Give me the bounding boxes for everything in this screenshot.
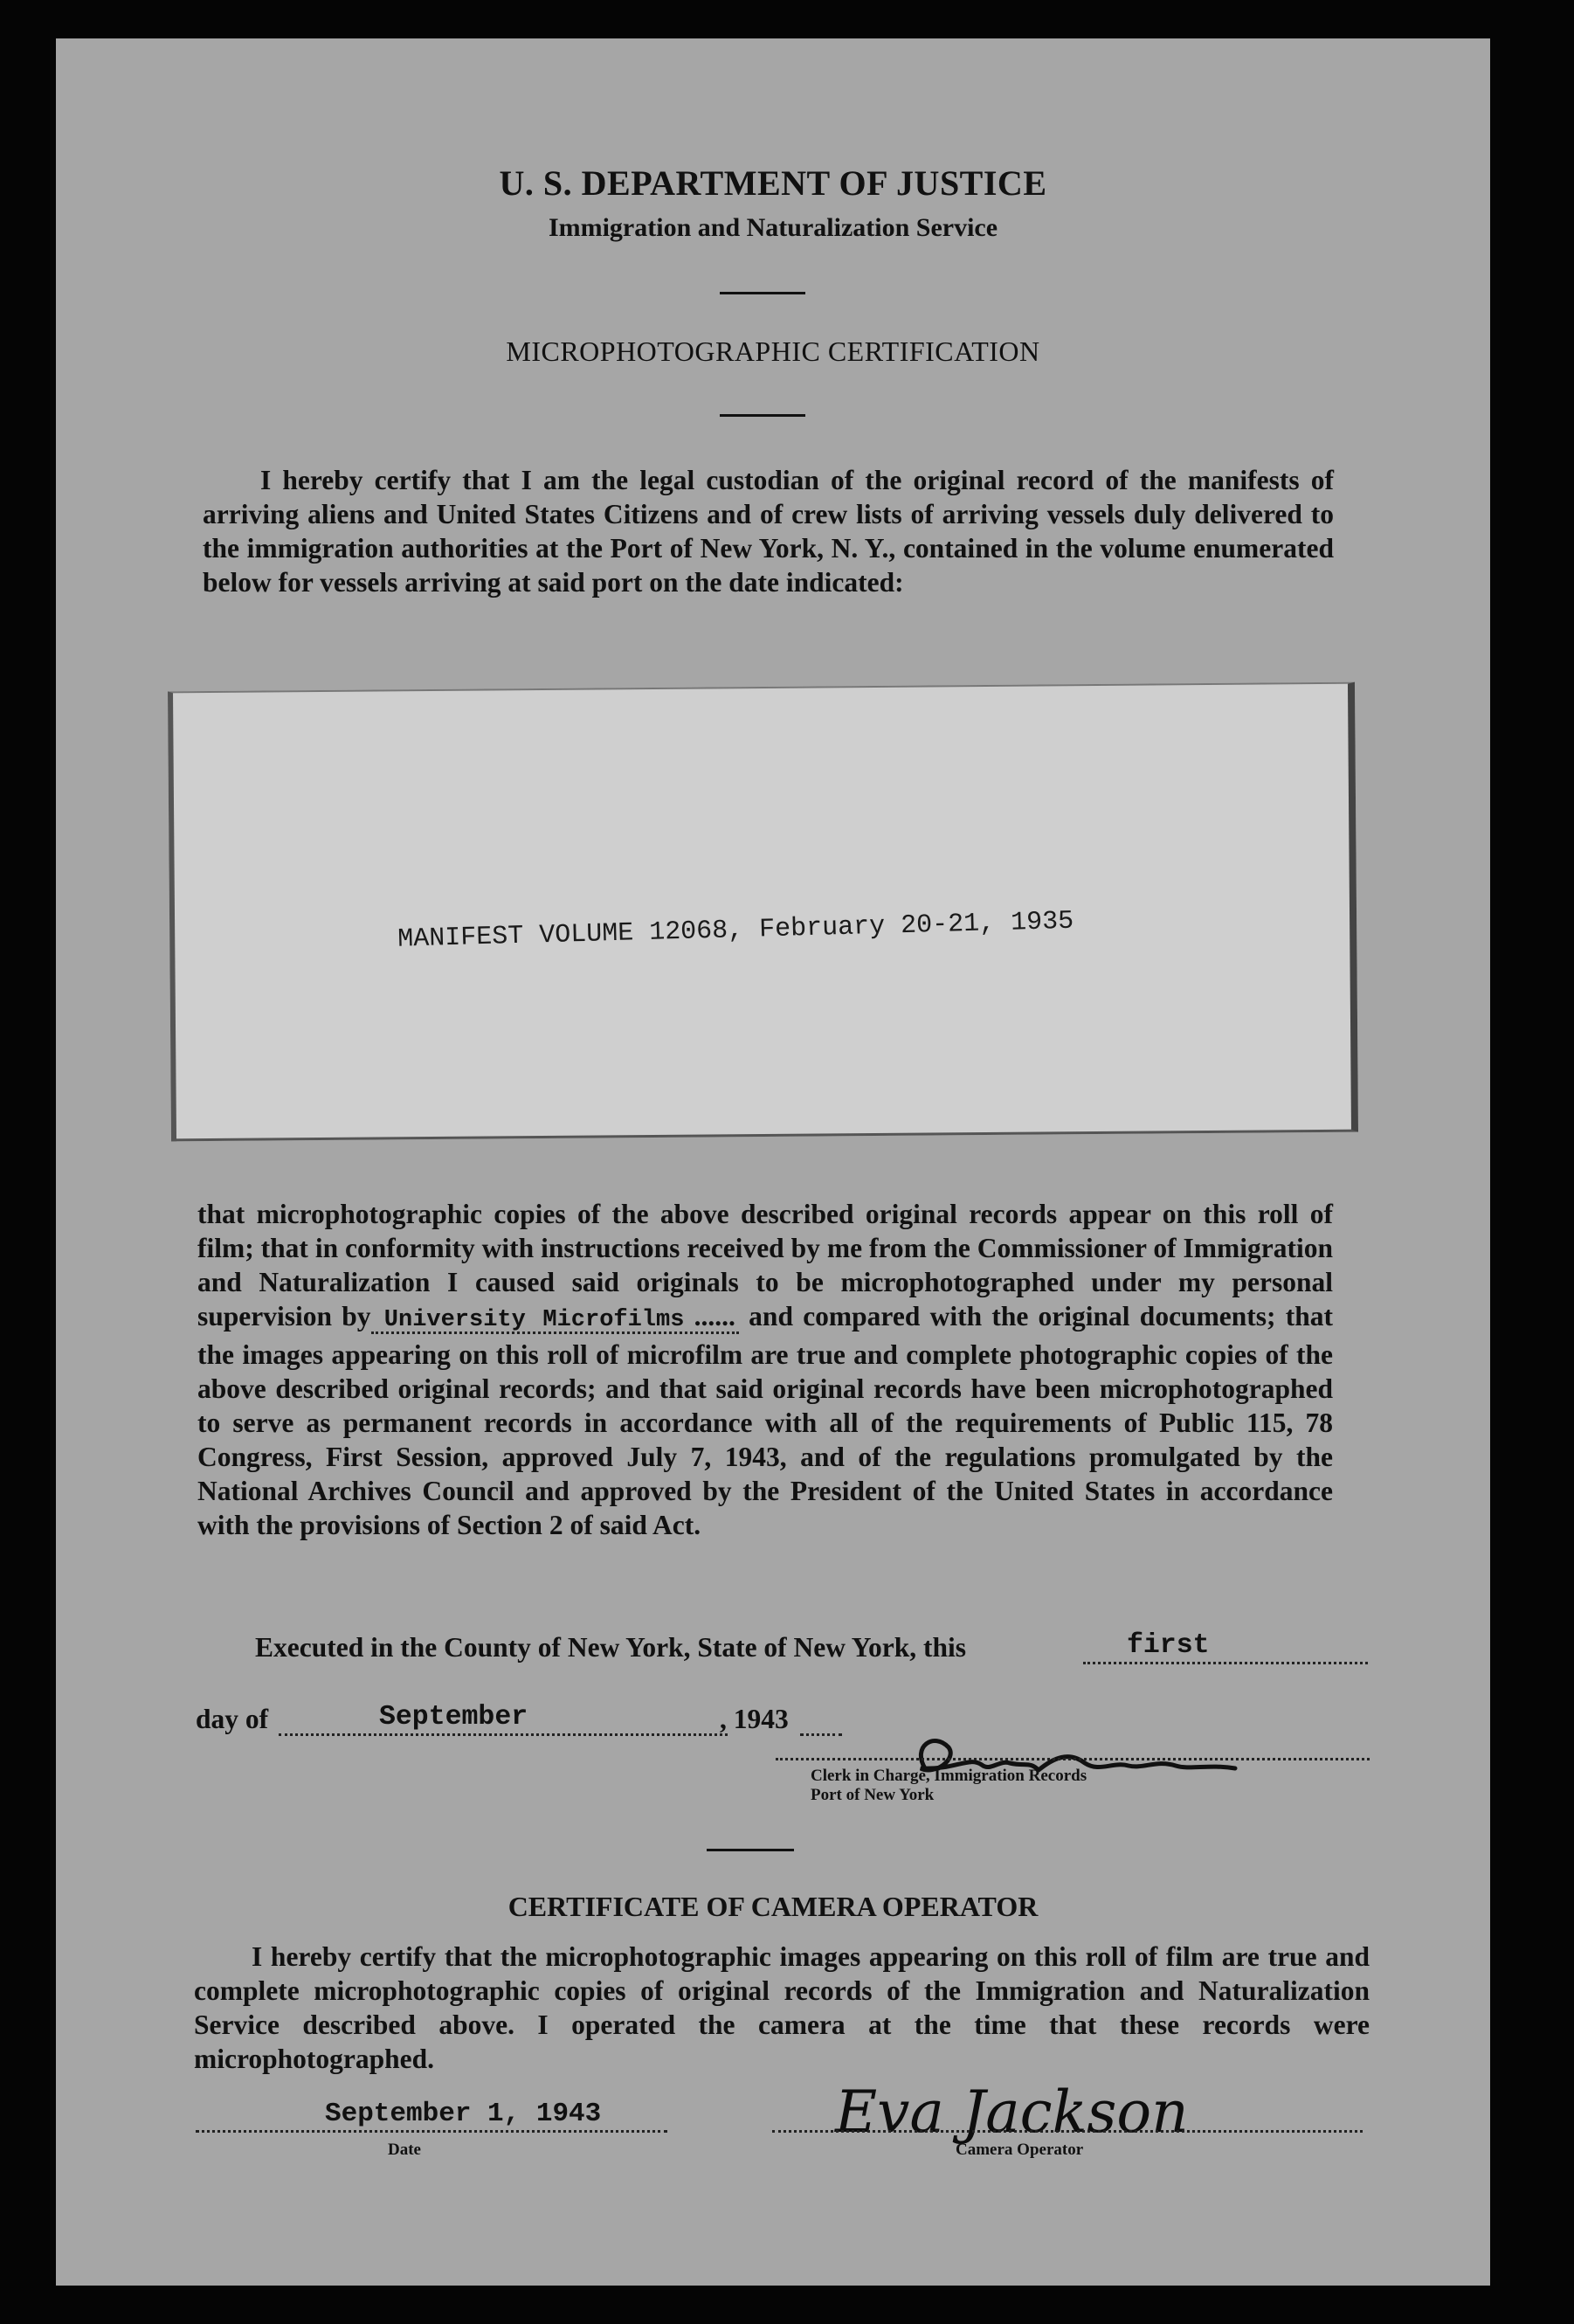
date-line (196, 2130, 667, 2133)
operator-signature-line (772, 2130, 1363, 2133)
executed-month: September (379, 1702, 528, 1733)
clerk-title-line2: Port of New York (811, 1786, 935, 1804)
camera-operator-label: Camera Operator (956, 2141, 1084, 2159)
intro-paragraph: I hereby certify that I am the legal custodian of the original record of the manifests of arriving aliens and United States Citizens and of crew lists of arriving vessels duly delivered to the immigration authorities at the Port of New York, N. Y., contained in the volume enumerated below for vessels arriving at said port on the date indicated: (203, 465, 1334, 598)
certificate-page (56, 38, 1490, 2286)
clerk-signature-line (776, 1758, 1370, 1760)
operator-date-value: September 1, 1943 (325, 2099, 602, 2129)
agency-title: U. S. DEPARTMENT OF JUSTICE (499, 163, 1047, 203)
filmed-by-value: University Microfilms (383, 1307, 685, 1333)
divider (707, 1849, 794, 1851)
volume-slip (168, 682, 1358, 1142)
certification-body (197, 1197, 1333, 1542)
divider (720, 414, 805, 417)
service-subtitle: Immigration and Naturalization Service (548, 213, 998, 242)
day-field-line (1083, 1662, 1368, 1664)
year-field-line (800, 1733, 842, 1736)
signature-text: Eva Jackson (835, 2078, 1189, 2146)
manifest-volume-label: MANIFEST VOLUME 12068, February 20-21, 1935 (397, 906, 1074, 955)
filmed-by-field: University Microfilms ...... (371, 1301, 739, 1334)
date-label: Date (388, 2141, 421, 2159)
day-of-label: day of (196, 1704, 269, 1734)
camera-operator-paragraph: I hereby certify that the microphotographic images appearing on this roll of film are true and complete microphotographic copies of original records of the Immigration and Naturalization Service described above. I operated the camera at the time that these records were microphotographed. (194, 1941, 1370, 2074)
body-text-part2: and compared with the original documents; that the images appearing on this roll of microfilm are true and complete photographic copies of the above described original records; and that said original records have been microphotographed to serve as permanent records in accordance with all of the requirements of Public 115, 78 Congress, First Session, approved July 7, 1943, and of the regulations promulgated by the National Archives Council and approved by the President of the United States in accordance with the provisions of Section 2 of said Act. (197, 1301, 1334, 1540)
executed-day: first (1127, 1630, 1210, 1661)
executed-year: , 1943 (720, 1704, 789, 1734)
body-text-part1: that microphotographic copies of the above described original records appear on this roll of film; that in conformity with instructions received by me from the Commissioner of Immigration and Naturalization I caused said originals to be microphotographed under my personal supervision by (197, 1199, 1333, 1331)
executed-text: Executed in the County of New York, State of New York, this (255, 1632, 967, 1663)
camera-operator-heading: CERTIFICATE OF CAMERA OPERATOR (507, 1891, 1039, 1922)
certification-title: MICROPHOTOGRAPHIC CERTIFICATION (506, 335, 1040, 367)
month-field-line (279, 1733, 728, 1736)
clerk-title-line1: Clerk in Charge, Immigration Records (811, 1767, 1087, 1785)
divider (720, 292, 805, 294)
